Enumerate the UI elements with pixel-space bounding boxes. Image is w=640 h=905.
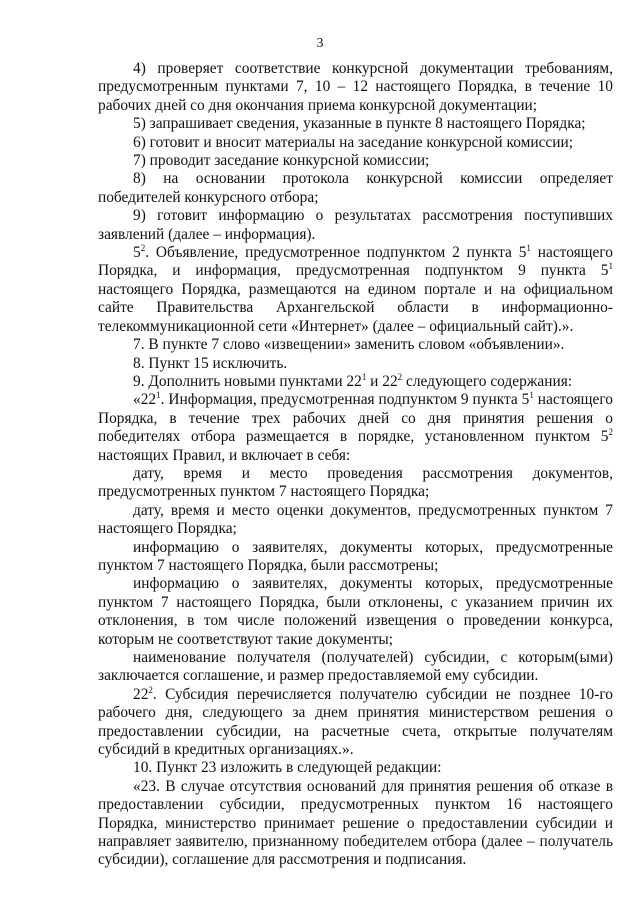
document-body bbox=[98, 60, 613, 870]
paragraph-5-2: $5^2$. Объявление, предусмотренное подпунктом 2 пункта $5^1$ настоящего Порядка, и информация, предусмотренная подпунктом 9 пункта $5^1$ настоящего Порядка, размещаются на едином портале и на официальном сайте Правительства Архангельской области в информационно-телекоммуникационной сети «Интернет» (далее – официальный сайт).». bbox=[98, 243, 613, 335]
list-item-rejected: информацию о заявителях, документы которых, предусмотренные пунктом 7 настоящего Порядка, были отклонены, с указанием причин их отклонения, в том числе положений извещения о проведении конкурса, которым не соответствуют такие документы; bbox=[98, 575, 613, 648]
paragraph-22-2: $22^2$. Субсидия перечисляется получателю субсидии не позднее 10-го рабочего дня, следующего за днем принятия министерством решения о предоставлении субсидии, на расчетные счета, открытые получателям субсидий в кредитных организациях.». bbox=[98, 684, 613, 759]
list-item-date-review: дату, время и место проведения рассмотрения документов, предусмотренных пунктом 7 настоящего Порядка; bbox=[98, 464, 613, 501]
paragraph-4: 4) проверяет соответствие конкурсной документации требованиям, предусмотренным пунктами 7, 10 – 12 настоящего Порядка, в течение 10 рабочих дней со дня окончания приема конкурсной документации; bbox=[98, 60, 613, 114]
list-item-recipient: наименование получателя (получателей) субсидии, с которым(ыми) заключается соглашение, и размер предоставляемой ему субсидии. bbox=[98, 649, 613, 685]
paragraph-22-1: «$22^1$. Информация, предусмотренная подпунктом 9 пункта $5^1$ настоящего Порядка, в течение трех рабочих дней со дня принятия решения о победителях отбора размещается в порядке, установленном пунктом $5^2$ настоящих Правил, и включает в себя: bbox=[98, 390, 613, 464]
item-8: 8. Пункт 15 исключить. bbox=[133, 354, 288, 372]
paragraph-23: «23. В случае отсутствия оснований для принятия решения об отказе в предоставлении субсидии, предусмотренных пунктом 16 настоящего Порядка, министерство принимает решение о предоставлении субсидии и направляет заявителю, признанному победителем отбора (далее – получатель субсидии), соглашение для рассмотрения и подписания. bbox=[98, 777, 613, 869]
page-number: 3 bbox=[316, 36, 324, 51]
paragraph-6: 6) готовит и вносит материалы на заседание конкурсной комиссии; bbox=[133, 133, 573, 151]
list-item-date-evaluation: дату, время и место оценки документов, предусмотренных пунктом 7 настоящего Порядка; bbox=[98, 501, 613, 538]
item-10: 10. Пункт 23 изложить в следующей редакции: bbox=[133, 759, 442, 777]
item-9: 9. Дополнить новыми пунктами $22^1$ и $22^2$ следующего содержания: bbox=[133, 371, 573, 390]
paragraph-5: 5) запрашивает сведения, указанные в пункте 8 настоящего Порядка; bbox=[133, 115, 586, 133]
item-7: 7. В пункте 7 слово «извещении» заменить словом «объявлении». bbox=[133, 336, 565, 354]
paragraph-9: 9) готовит информацию о результатах рассмотрения поступивших заявлений (далее – информация). bbox=[98, 207, 613, 243]
paragraph-7: 7) проводит заседание конкурсной комиссии; bbox=[133, 152, 430, 170]
list-item-reviewed: информацию о заявителях, документы которых, предусмотренные пунктом 7 настоящего Порядка, были рассмотрены; bbox=[98, 538, 613, 574]
paragraph-8: 8) на основании протокола конкурсной комиссии определяет победителей конкурсного отбора; bbox=[98, 170, 613, 206]
